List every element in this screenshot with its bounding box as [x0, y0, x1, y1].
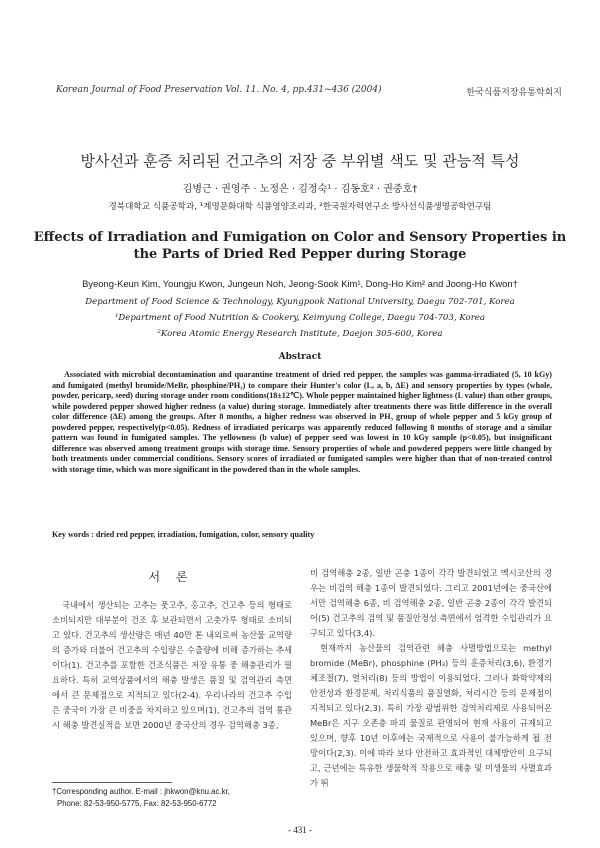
- affiliation-1: Department of Food Science & Technology, Kyungpook National University, Daegu 702-701, Korea: [85, 297, 515, 307]
- korean-title: 방사선과 훈증 처리된 건고추의 저장 중 부위별 색도 및 관능적 특성: [80, 152, 520, 170]
- paragraph: 현재까지 농산물의 검역관련 해충 사멸방법으로는 methyl bromide (MeBr), phosphine (PH₃) 등의 훈증처리(3,6), 환경기체조절(7), 열처리(8) 등의 방법이 이용되었다. 그러나 화학약제의 안전성과 환경문제, 처리식품의 품질열화, 처리시간 등의 문제점이 지적되고 있다(2,3). 특히 가장 광범위한 검역처리제로 사용되어온 MeBr은 지구 오존층 파괴 물질로 판명되어 현재 사용이 규제되고 있으며, 향후 10년 이후에는 국제적으로 사용이 불가능하게 될 전망이다(2,3). 이에 따라 보다 안전하고 효과적인 대체방안이 요구되고, 근년에는 특유한 생물학적 작용으로 해충 및 미생물의 사멸효과가 뛰: [310, 643, 552, 788]
- journal-citation: Korean Journal of Food Preservation Vol. 11. No. 4, pp.431~436 (2004): [56, 85, 382, 95]
- footnote-rule: [52, 782, 172, 783]
- paragraph: 국내에서 생산되는 고추는 풋고추, 홍고추, 건고추 등의 형태로 소비되지만 대부분이 건조 후 보관되면서 고춧가루 형태로 소비되고 있다. 건고추의 생산량은 매년 40만 톤 내외로써 농산물 교역량의 증가와 더불어 건고추의 수입량은 수출량에 비해 증가하는 추세이다(1). 건고추를 포함한 건조식품은 저장 유통 중 해충관리가 필요하다. 특히 교역상품에서의 해충 발생은 품질 및 검역관리 측면에서 큰 문제점으로 지적되고 있다(2-4). 우리나라의 건고추 수입은 중국이 가장 큰 비중을 차지하고 있으며(1), 건고추의 검역 통관 시 해충 발견실적을 보면 2000년 중국산의 경우 검역해충 3종,: [52, 600, 292, 730]
- footnote-phone: Phone: 82-53-950-5775, Fax: 82-53-950-6772: [57, 799, 217, 808]
- footnote-email: †Corresponding author. E-mail : jhkwon@knu.ac.kr,: [52, 787, 230, 796]
- keywords: Key words : dried red pepper, irradiation, fumigation, color, sensory quality: [52, 530, 315, 539]
- footnote: [52, 786, 292, 810]
- affiliation-2: ¹Department of Food Nutrition & Cookery, Keimyung College, Daegu 704-703, Korea: [114, 313, 486, 323]
- english-title: Effects of Irradiation and Fumigation on Color and Sensory Properties in the Parts of Dried Red Pepper during Storage: [33, 230, 567, 262]
- abstract-text: Associated with microbial decontamination and quarantine treatment of dried red pepper, the samples was gamma-irradiated (5, 10 kGy) and fumigated (methyl bromide/MeBr, phosphine/PH₃) to compare their Hunter's color (L, a, b, ΔE) and sensory properties by types (whole, powder, pericarp, seed) during storage under room conditions(18±12℃). Whole pepper maintained higher lightness (L value) than other groups, while powdered pepper showed higher redness (a value) during storage. Immediately after treatments there was little difference in the overall color difference (ΔE) among the groups. After 8 months, a higher redness was observed in PH₃ group of whole pepper and 5 kGy group of powdered pepper, respectively(p<0.05). Redness of irradiated pericarps was apparently reduced following 8 months of storage and a similar pattern was found in fumigated samples. The yellowness (b value) of pepper seed was lowest in 10 kGy sample (p<0.05), but insignificant difference was observed among treatment groups with storage time. Sensory properties of whole and powdered peppers were little changed by both treatments under commercial conditions. Sensory scores of irradiated or fumigated samples were higher than that of non-treated control with storage time, which was more significant in the powdered than in the whole samples.: [52, 370, 552, 474]
- english-authors: Byeong-Keun Kim, Youngju Kwon, Jungeun Noh, Jeong-Sook Kim¹, Dong-Ho Kim² and Joong-Ho Kwon†: [82, 278, 518, 289]
- korean-authors: 김병근 · 권영주 · 노정은 · 김정숙¹ · 김동호² · 권중호†: [182, 184, 418, 195]
- korean-affiliations: 경북대학교 식품공학과, ¹계명문화대학 식품영양조리과, ²한국원자력연구소 방사선식품생명공학연구팀: [108, 202, 492, 212]
- page-number: - 431 -: [288, 825, 312, 835]
- paragraph: 비 검역해충 2종, 일반 곤충 1종이 각각 발견되었고 멕시코산의 경우는 비검역 해충 1종이 발견되었다. 그리고 2001년에는 중국산에서만 검역해충 6종, 비 검역해충 2종, 일반 곤충 2종이 각각 발견되어(5) 건고추의 검역 및 품질안정성 측면에서 엄격한 수입관리가 요구되고 있다(3,4).: [310, 568, 552, 638]
- society-name: 한국식품저장유통학회지: [466, 88, 562, 98]
- affiliation-3: ²Korea Atomic Energy Research Institute, Daejon 305-600, Korea: [157, 329, 443, 339]
- body-column-left: [52, 598, 292, 733]
- abstract-heading: Abstract: [278, 352, 322, 362]
- section-heading-introduction: 서 론: [148, 570, 194, 584]
- body-column-right: [310, 566, 552, 791]
